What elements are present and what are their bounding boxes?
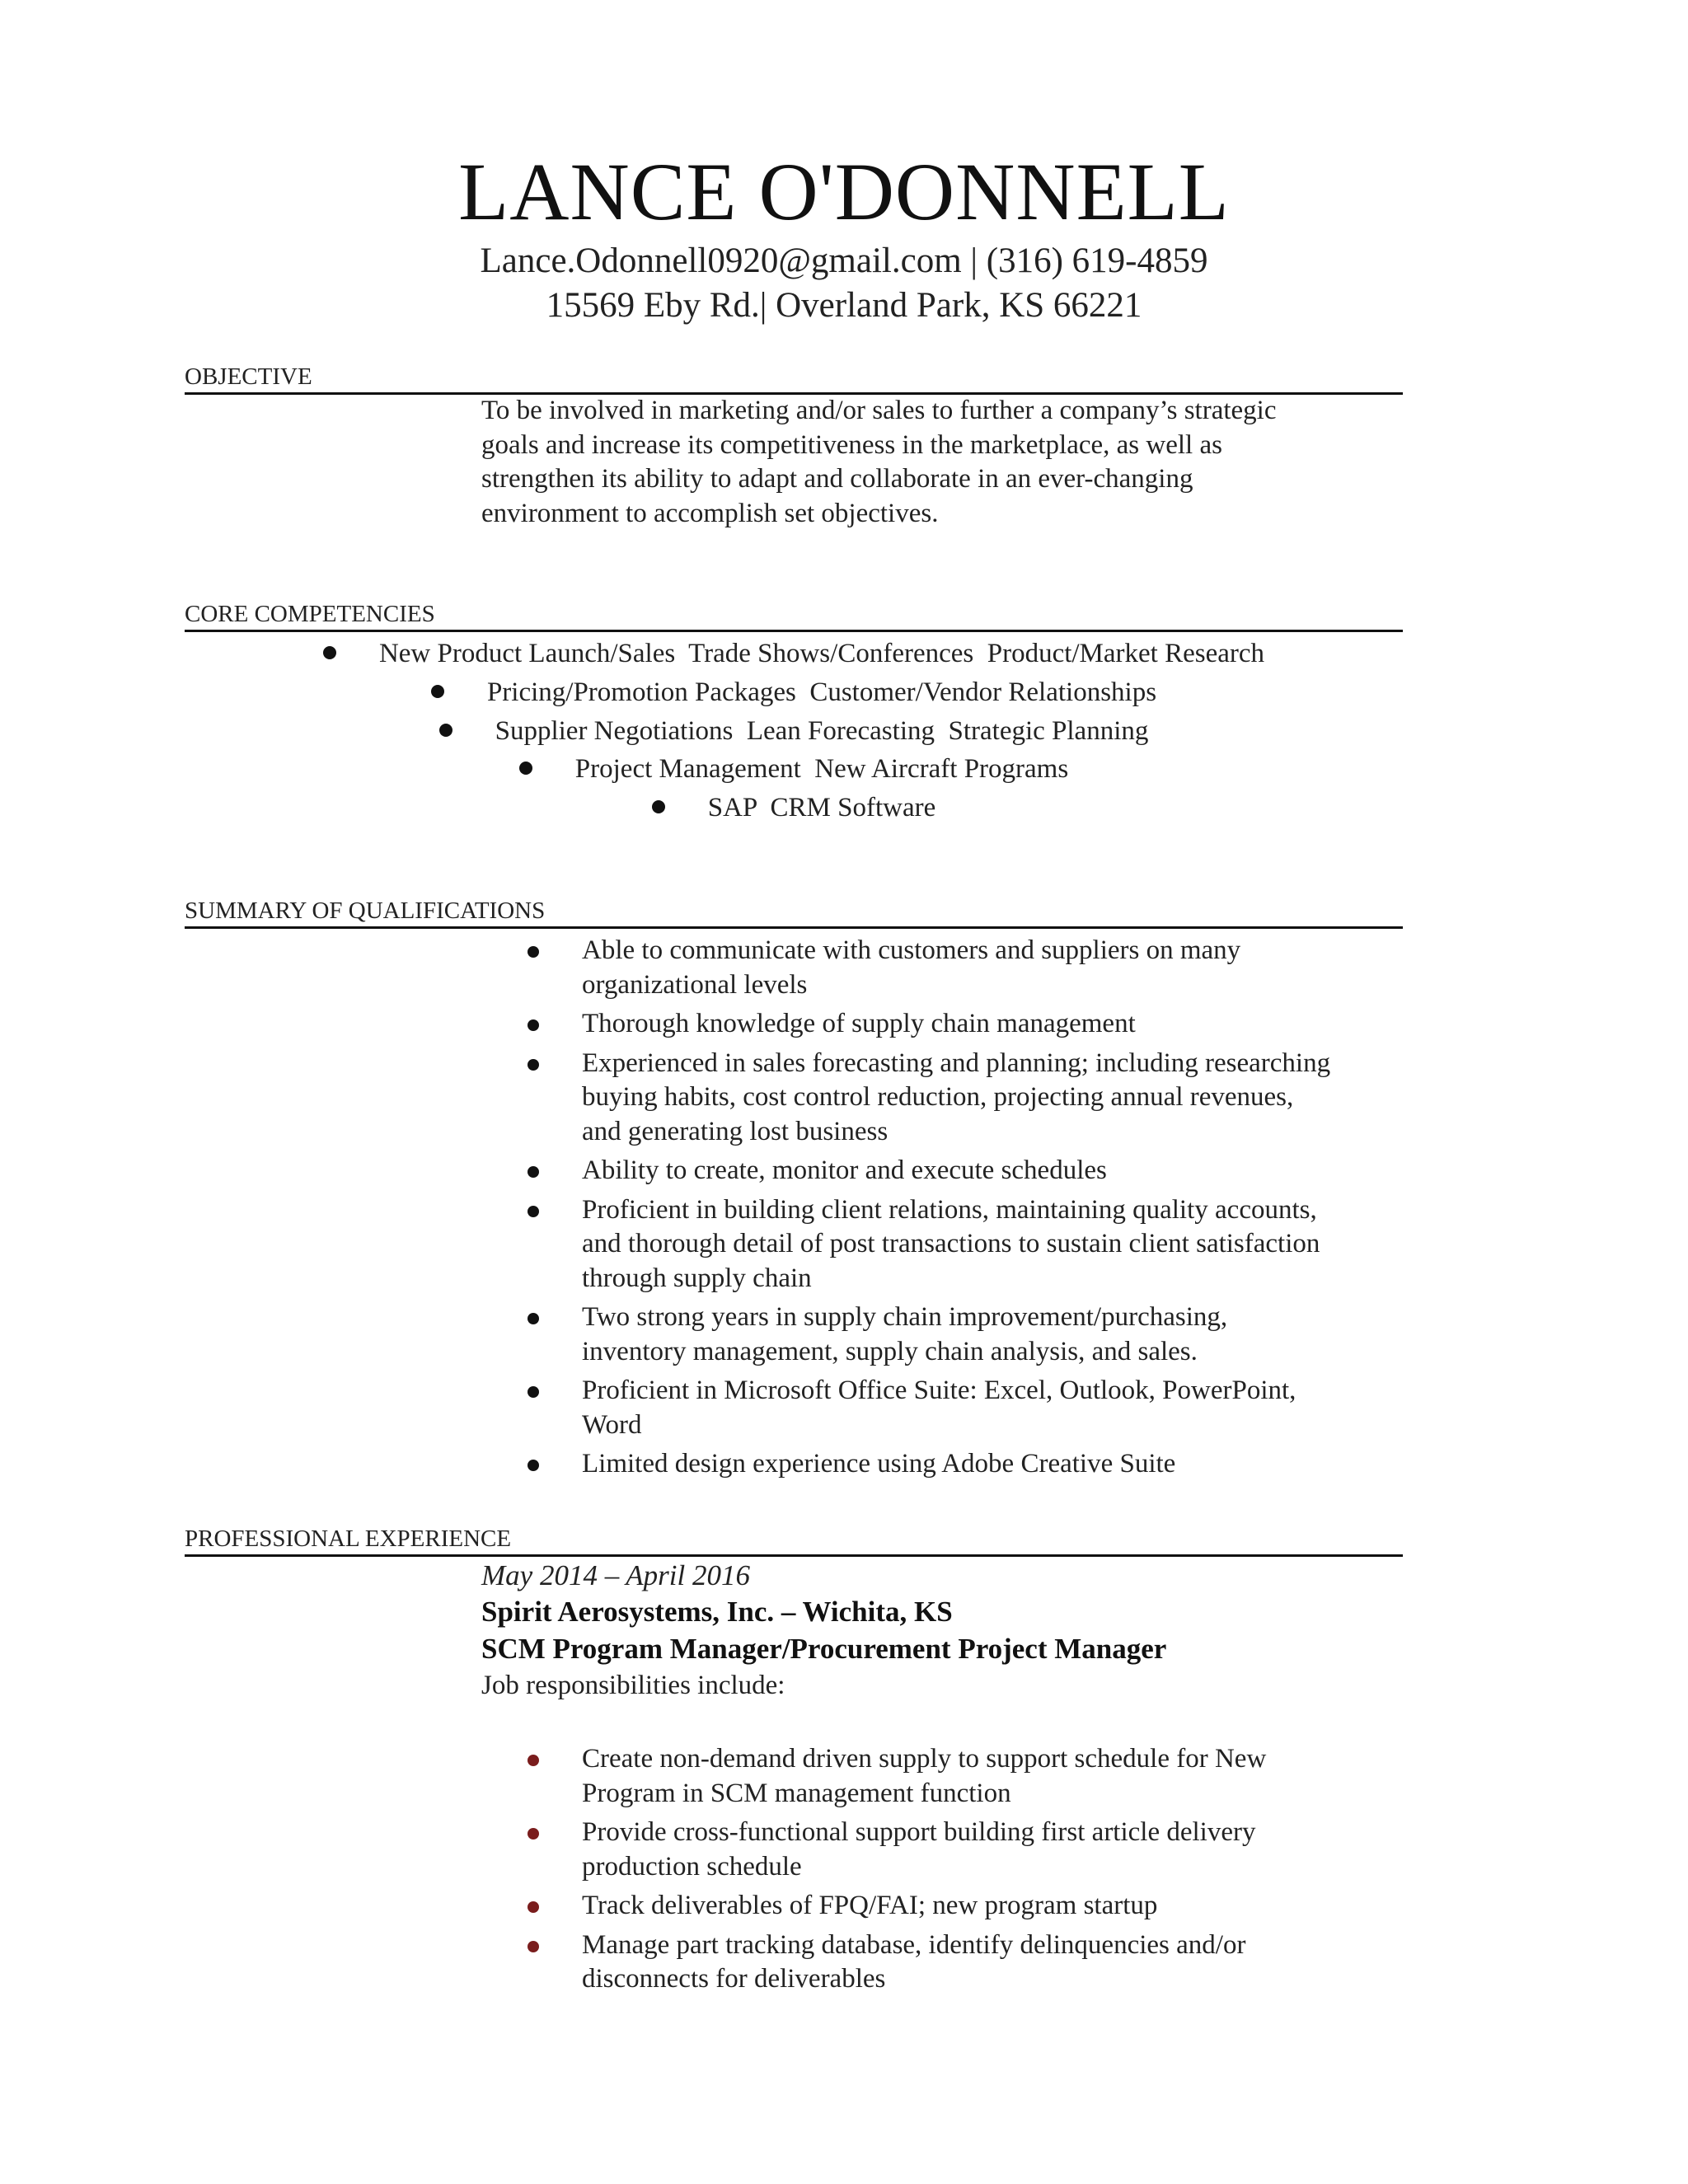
objective-line: To be involved in marketing and/or sales to further a company’s strategic	[481, 396, 1277, 425]
list-item: Limited design experience using Adobe Creative Suite	[528, 1447, 1401, 1482]
list-item: Thorough knowledge of supply chain management	[528, 1007, 1401, 1042]
section-heading-core-competencies: CORE COMPETENCIES	[185, 600, 1403, 632]
contact-address: 15569 Eby Rd.| Overland Park, KS 66221	[546, 286, 1142, 325]
job-company: Spirit Aerosystems, Inc. – Wichita, KS	[481, 1596, 953, 1628]
competency-line: Supplier Negotiations Lean Forecasting Strategic Planning	[185, 715, 1403, 748]
bullet-icon	[528, 1059, 539, 1071]
list-item: Proficient in building client relations, maintaining quality accounts, and thorough detail of post transactions to sustain client satisfaction through supply chain	[528, 1193, 1401, 1296]
job-responsibilities-list	[528, 1742, 1401, 1997]
list-item: Ability to create, monitor and execute schedules	[528, 1154, 1401, 1188]
list-item: Proficient in Microsoft Office Suite: Excel, Outlook, PowerPoint, Word	[528, 1374, 1401, 1442]
contact-email-phone: Lance.Odonnell0920@gmail.com | (316) 619-4859	[480, 241, 1208, 280]
competency-line: SAP CRM Software	[185, 791, 1403, 824]
bullet-icon	[528, 1828, 539, 1840]
objective-line: environment to accomplish set objectives.	[481, 498, 939, 528]
bullet-icon	[528, 1206, 539, 1217]
bullet-icon	[323, 646, 336, 659]
section-heading-experience: PROFESSIONAL EXPERIENCE	[185, 1525, 1403, 1557]
list-item: Two strong years in supply chain improvement/purchasing, inventory management, supply chain analysis, and sales.	[528, 1301, 1401, 1369]
job-title: SCM Program Manager/Procurement Project Manager	[481, 1633, 1167, 1665]
list-item: Create non-demand driven supply to support schedule for New Program in SCM management function	[528, 1742, 1401, 1811]
bullet-icon	[652, 800, 665, 813]
bullet-icon	[528, 1460, 539, 1471]
bullet-icon	[528, 1313, 539, 1324]
bullet-icon	[431, 685, 444, 698]
objective-line: strengthen its ability to adapt and collaborate in an ever-changing	[481, 464, 1193, 494]
bullet-icon	[528, 1019, 539, 1031]
summary-list	[528, 934, 1401, 1482]
competency-line: New Product Launch/Sales Trade Shows/Conferences Product/Market Research	[185, 637, 1403, 670]
bullet-icon	[528, 946, 539, 958]
candidate-name: LANCE O'DONNELL	[458, 146, 1230, 237]
list-item: Able to communicate with customers and suppliers on many organizational levels	[528, 934, 1401, 1002]
bullet-icon	[528, 1901, 539, 1913]
bullet-icon	[528, 1166, 539, 1178]
bullet-icon	[528, 1755, 539, 1766]
job-dates: May 2014 – April 2016	[481, 1559, 751, 1591]
list-item: Experienced in sales forecasting and planning; including researching buying habits, cost control reduction, projecting annual revenues, and generating lost business	[528, 1047, 1401, 1150]
bullet-icon	[528, 1941, 539, 1952]
list-item: Provide cross-functional support building first article delivery production schedule	[528, 1816, 1401, 1884]
job-intro: Job responsibilities include:	[481, 1671, 785, 1700]
section-heading-summary: SUMMARY OF QUALIFICATIONS	[185, 897, 1403, 929]
objective-text	[481, 394, 1388, 531]
objective-line: goals and increase its competitiveness in the marketplace, as well as	[481, 429, 1222, 460]
competency-line: Project Management New Aircraft Programs	[185, 752, 1403, 785]
list-item: Manage part tracking database, identify delinquencies and/or disconnects for deliverables	[528, 1929, 1401, 1997]
bullet-icon	[519, 762, 532, 775]
competency-line: Pricing/Promotion Packages Customer/Vendor Relationships	[185, 676, 1403, 709]
list-item: Track deliverables of FPQ/FAI; new program startup	[528, 1889, 1401, 1924]
bullet-icon	[528, 1386, 539, 1398]
section-heading-objective: OBJECTIVE	[185, 363, 1403, 395]
bullet-icon	[439, 724, 452, 737]
